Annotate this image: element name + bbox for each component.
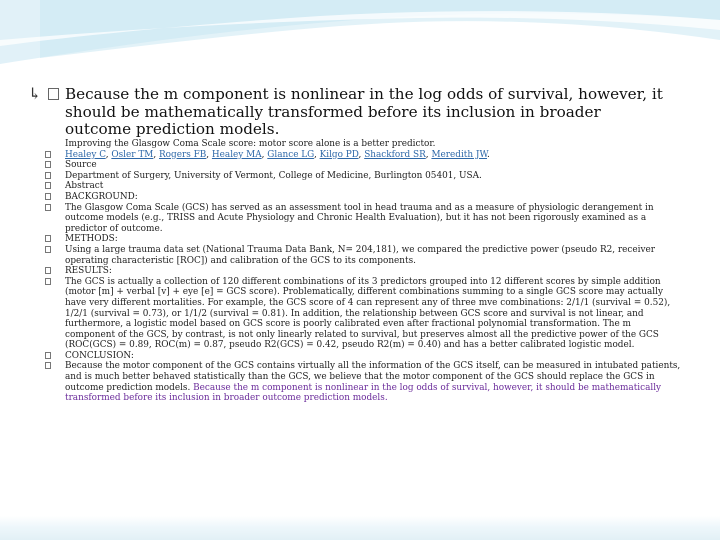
list-item (40, 160, 682, 171)
footer-band (0, 516, 720, 540)
abstract-label: Abstract (65, 181, 104, 192)
section-heading-methods: METHODS: (65, 234, 118, 245)
list-item (40, 361, 682, 403)
conclusion-paragraph (65, 361, 682, 403)
list-item (40, 181, 682, 192)
heading-text: Because the m component is nonlinear in the log odds of survival, however, it should be mathematically transformed before its inclusion in broader outcome prediction models. (65, 85, 663, 139)
missing-glyph-box-icon (45, 182, 51, 189)
section-heading-conclusion: CONCLUSION: (65, 350, 134, 361)
list-item (40, 192, 682, 203)
missing-glyph-box-icon (45, 246, 51, 253)
slide-heading (28, 84, 668, 139)
list-item (40, 245, 682, 266)
missing-glyph-box-icon (45, 267, 51, 274)
list-item (40, 266, 682, 277)
conclusion-text: Because the motor component of the GCS contains virtually all the information of the GCS itself, can be measured in intubated patients, and is much better behaved statistically than the GCS, we believe that the motor component of the GCS should replace the GCS in outcome prediction models. (65, 361, 681, 393)
missing-glyph-box-icon (45, 352, 51, 359)
list-item: Healey C, Osler TM, Rogers FB, Healey MA, Glance LG, Kilgo PD, Shackford SR, Meredith JW. (40, 150, 682, 161)
missing-glyph-box-icon (45, 204, 51, 211)
header-swoosh-back (40, 0, 720, 58)
missing-glyph-box-icon (45, 235, 51, 242)
missing-glyph-box-icon (45, 151, 51, 158)
missing-glyph-box-icon (48, 88, 59, 100)
author-link[interactable]: Kilgo PD (319, 149, 359, 160)
missing-glyph-box-icon (45, 172, 51, 179)
article-title: Improving the Glasgow Coma Scale score: motor score alone is a better predictor. (65, 139, 436, 149)
source-label: Source (65, 160, 97, 171)
list-item (40, 139, 682, 150)
list-item (40, 171, 682, 182)
list-item (40, 203, 682, 235)
highlighted-sentence: Because the m component is nonlinear in the log odds of survival, however, it should be mathematically transformed before its inclusion in broader outcome prediction models. (65, 382, 662, 404)
author-link[interactable]: Shackford SR (364, 149, 426, 160)
abstract-list (40, 139, 682, 404)
author-link[interactable]: Glance LG (267, 149, 314, 160)
arrow-curve-icon: ↳ (28, 84, 42, 103)
background-text: The Glasgow Coma Scale (GCS) has served as an assessment tool in head trauma and as a measure of physiologic derangement in outcome models (e.g., TRISS and Acute Physiology and Chronic Health Evaluation), but it has not been rigorously examined as a predictor of outcome. (65, 202, 654, 234)
missing-glyph-box-icon (45, 193, 51, 200)
list-item (40, 351, 682, 362)
author-link[interactable]: Meredith JW (431, 149, 488, 160)
section-heading-background: BACKGROUND: (65, 191, 138, 202)
affiliation: Department of Surgery, University of Vermont, College of Medicine, Burlington 05401, USA. (65, 170, 482, 181)
author-link[interactable]: Rogers FB (159, 149, 207, 160)
author-link[interactable]: Osler TM (111, 149, 154, 160)
section-heading-results: RESULTS: (65, 266, 112, 277)
results-text: The GCS is actually a collection of 120 different combinations of its 3 predictors grouped into 12 different scores by simple addition (motor [m] + verbal [v] + eye [e] = GCS score). Problematically, different combinations summing to a single GCS score may actually have very different mortalities. For example, the GCS score of 4 can represent any of three mve combinations: 2/1/1 (survival = 0.52), 1/2/1 (survival = 0.73), or 1/1/2 (survival = 0.81). In addition, the relationship between GCS score and survival is not linear, and furthermore, a logistic model based on GCS score is poorly calibrated even after fractional polynomial transformation. The m component of the GCS, by contrast, is not only linearly related to survival, but preserves almost all the predictive power of the GCS (ROC(GCS) = 0.89, ROC(m) = 0.87, pseudo R2(GCS) = 0.42, pseudo R2(m) = 0.40) and has a better calibrated logistic model. (65, 276, 671, 351)
methods-text: Using a large trauma data set (National Trauma Data Bank, N= 204,181), we compared the predictive power (pseudo R2, receiver operating characteristic [ROC]) and calibration of the GCS to its components. (65, 244, 655, 266)
author-link[interactable]: Healey MA (211, 149, 262, 160)
missing-glyph-box-icon (45, 161, 51, 168)
list-item (40, 277, 682, 351)
missing-glyph-box-icon (45, 278, 51, 285)
list-item (40, 234, 682, 245)
missing-glyph-box-icon (45, 362, 51, 369)
author-link[interactable]: Healey C (65, 149, 106, 160)
